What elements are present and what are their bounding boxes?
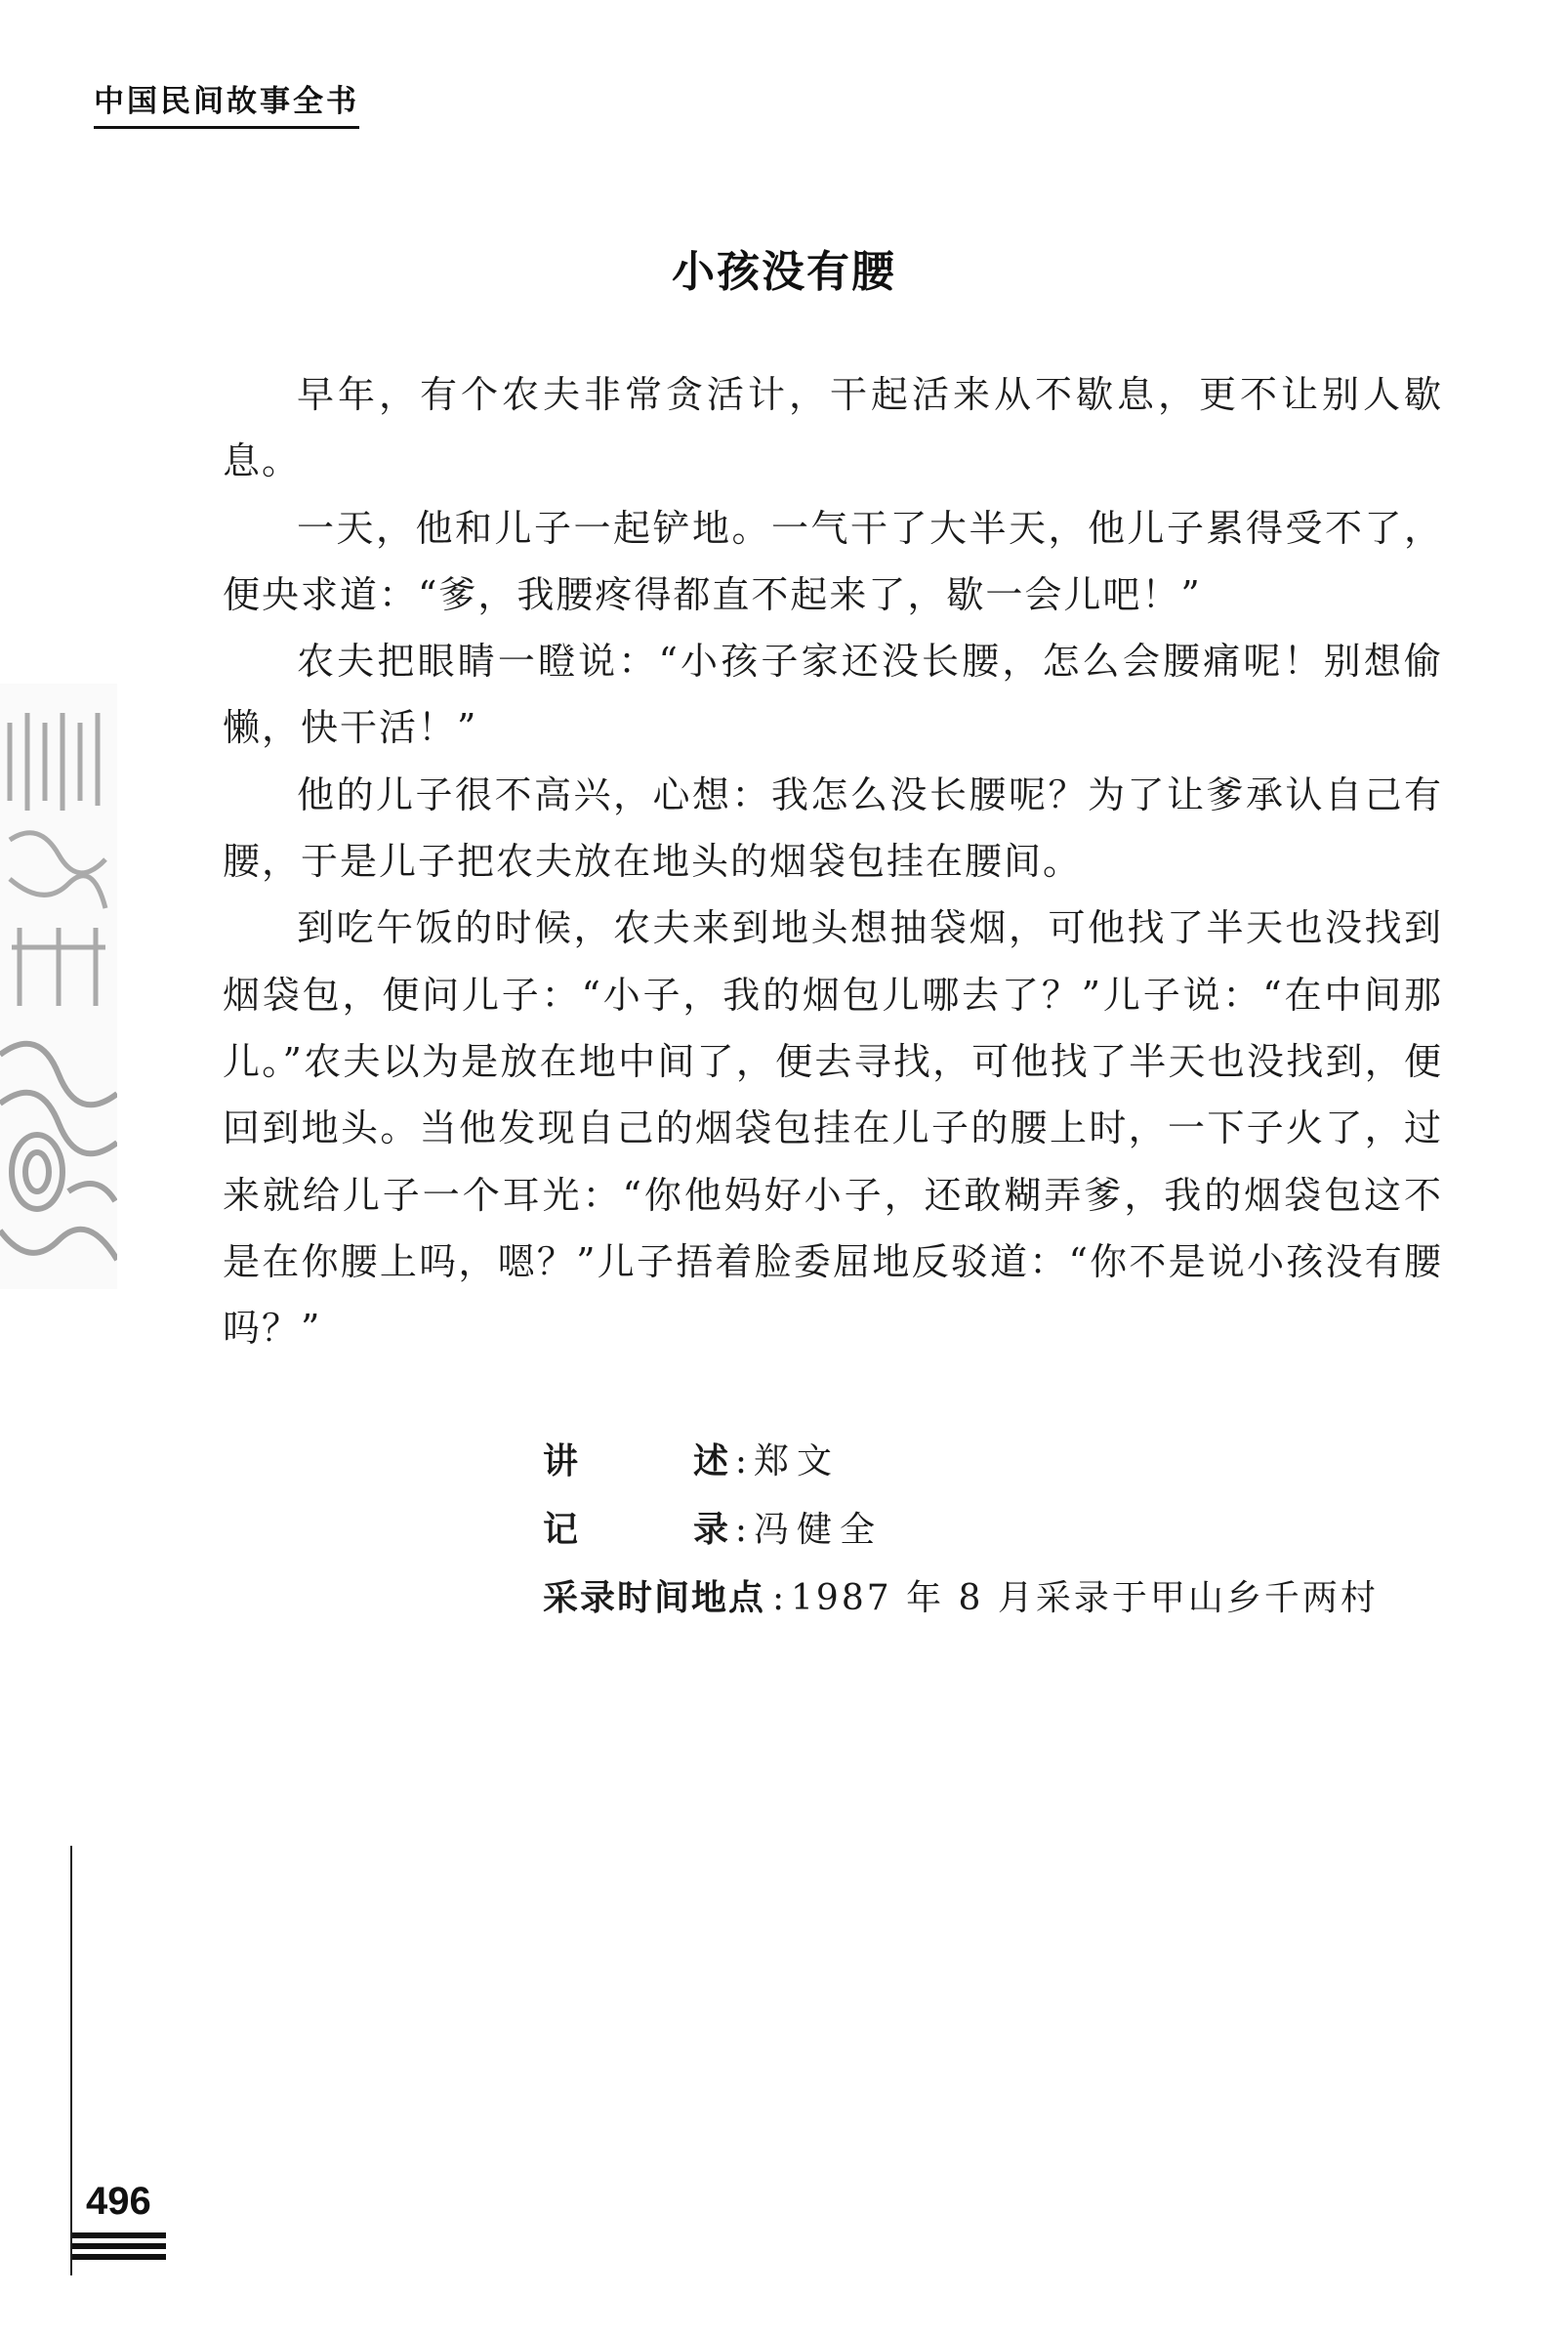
credit-label: 采录时间地点 bbox=[543, 1578, 766, 1618]
edge-decoration-image bbox=[0, 684, 117, 1289]
folio-bar bbox=[72, 2232, 166, 2238]
story-paragraph: 到吃午饭的时候，农夫来到地头想抽袋烟，可他找了半天也没找到烟袋包，便问儿子：“小子，我的烟包儿哪去了？”儿子说：“在中间那儿。”农夫以为是放在地中间了，便去寻找，可他找了半天也没找到，便回到地头。当他发现自己的烟袋包挂在儿子的腰上时，一下子火了，过来就给儿子一个耳光：“你他妈好小子，还敢糊弄爹，我的烟袋包这不是在你腰上吗，嗯？”儿子捂着脸委屈地反驳道：“你不是说小孩没有腰吗？” bbox=[223, 906, 1443, 1351]
time-place-value: 1987 年 8 月采录于甲山乡千两村 bbox=[791, 1578, 1379, 1618]
story-paragraph: 农夫把眼睛一瞪说：“小孩子家还没长腰，怎么会腰痛呢！别想偷懒，快干活！” bbox=[223, 640, 1443, 750]
credit-colon: : bbox=[734, 1441, 748, 1481]
story-credits bbox=[543, 1428, 1461, 1633]
folio-bar bbox=[72, 2243, 166, 2249]
credit-colon: : bbox=[734, 1510, 748, 1550]
narrator-name: 郑文 bbox=[754, 1441, 841, 1481]
running-header: 中国民间故事全书 bbox=[94, 84, 359, 129]
credit-colon: : bbox=[771, 1578, 785, 1618]
story-paragraph: 他的儿子很不高兴，心想：我怎么没长腰呢？为了让爹承认自己有腰，于是儿子把农夫放在地头的烟袋包挂在腰间。 bbox=[223, 772, 1443, 884]
folio-bar bbox=[72, 2254, 166, 2260]
story-paragraph: 早年，有个农夫非常贪活计，干起活来从不歇息，更不让别人歇息。 bbox=[223, 373, 1443, 483]
recorder-name: 冯健全 bbox=[754, 1510, 884, 1550]
folio-vertical-rule bbox=[70, 1846, 72, 2275]
story-body bbox=[223, 361, 1443, 1361]
credit-label: 记录 bbox=[543, 1510, 728, 1550]
credit-narrator bbox=[543, 1428, 1461, 1496]
story-title: 小孩没有腰 bbox=[672, 247, 896, 297]
credit-time-place bbox=[543, 1564, 1461, 1633]
folio-bars bbox=[72, 2232, 166, 2265]
story-paragraph: 一天，他和儿子一起铲地。一气干了大半天，他儿子累得受不了，便央求道：“爹，我腰疼得都直不起来了，歇一会儿吧！” bbox=[223, 506, 1443, 616]
credit-label: 讲述 bbox=[543, 1441, 728, 1481]
credit-recorder bbox=[543, 1496, 1461, 1564]
page-number: 496 bbox=[86, 2180, 151, 2223]
